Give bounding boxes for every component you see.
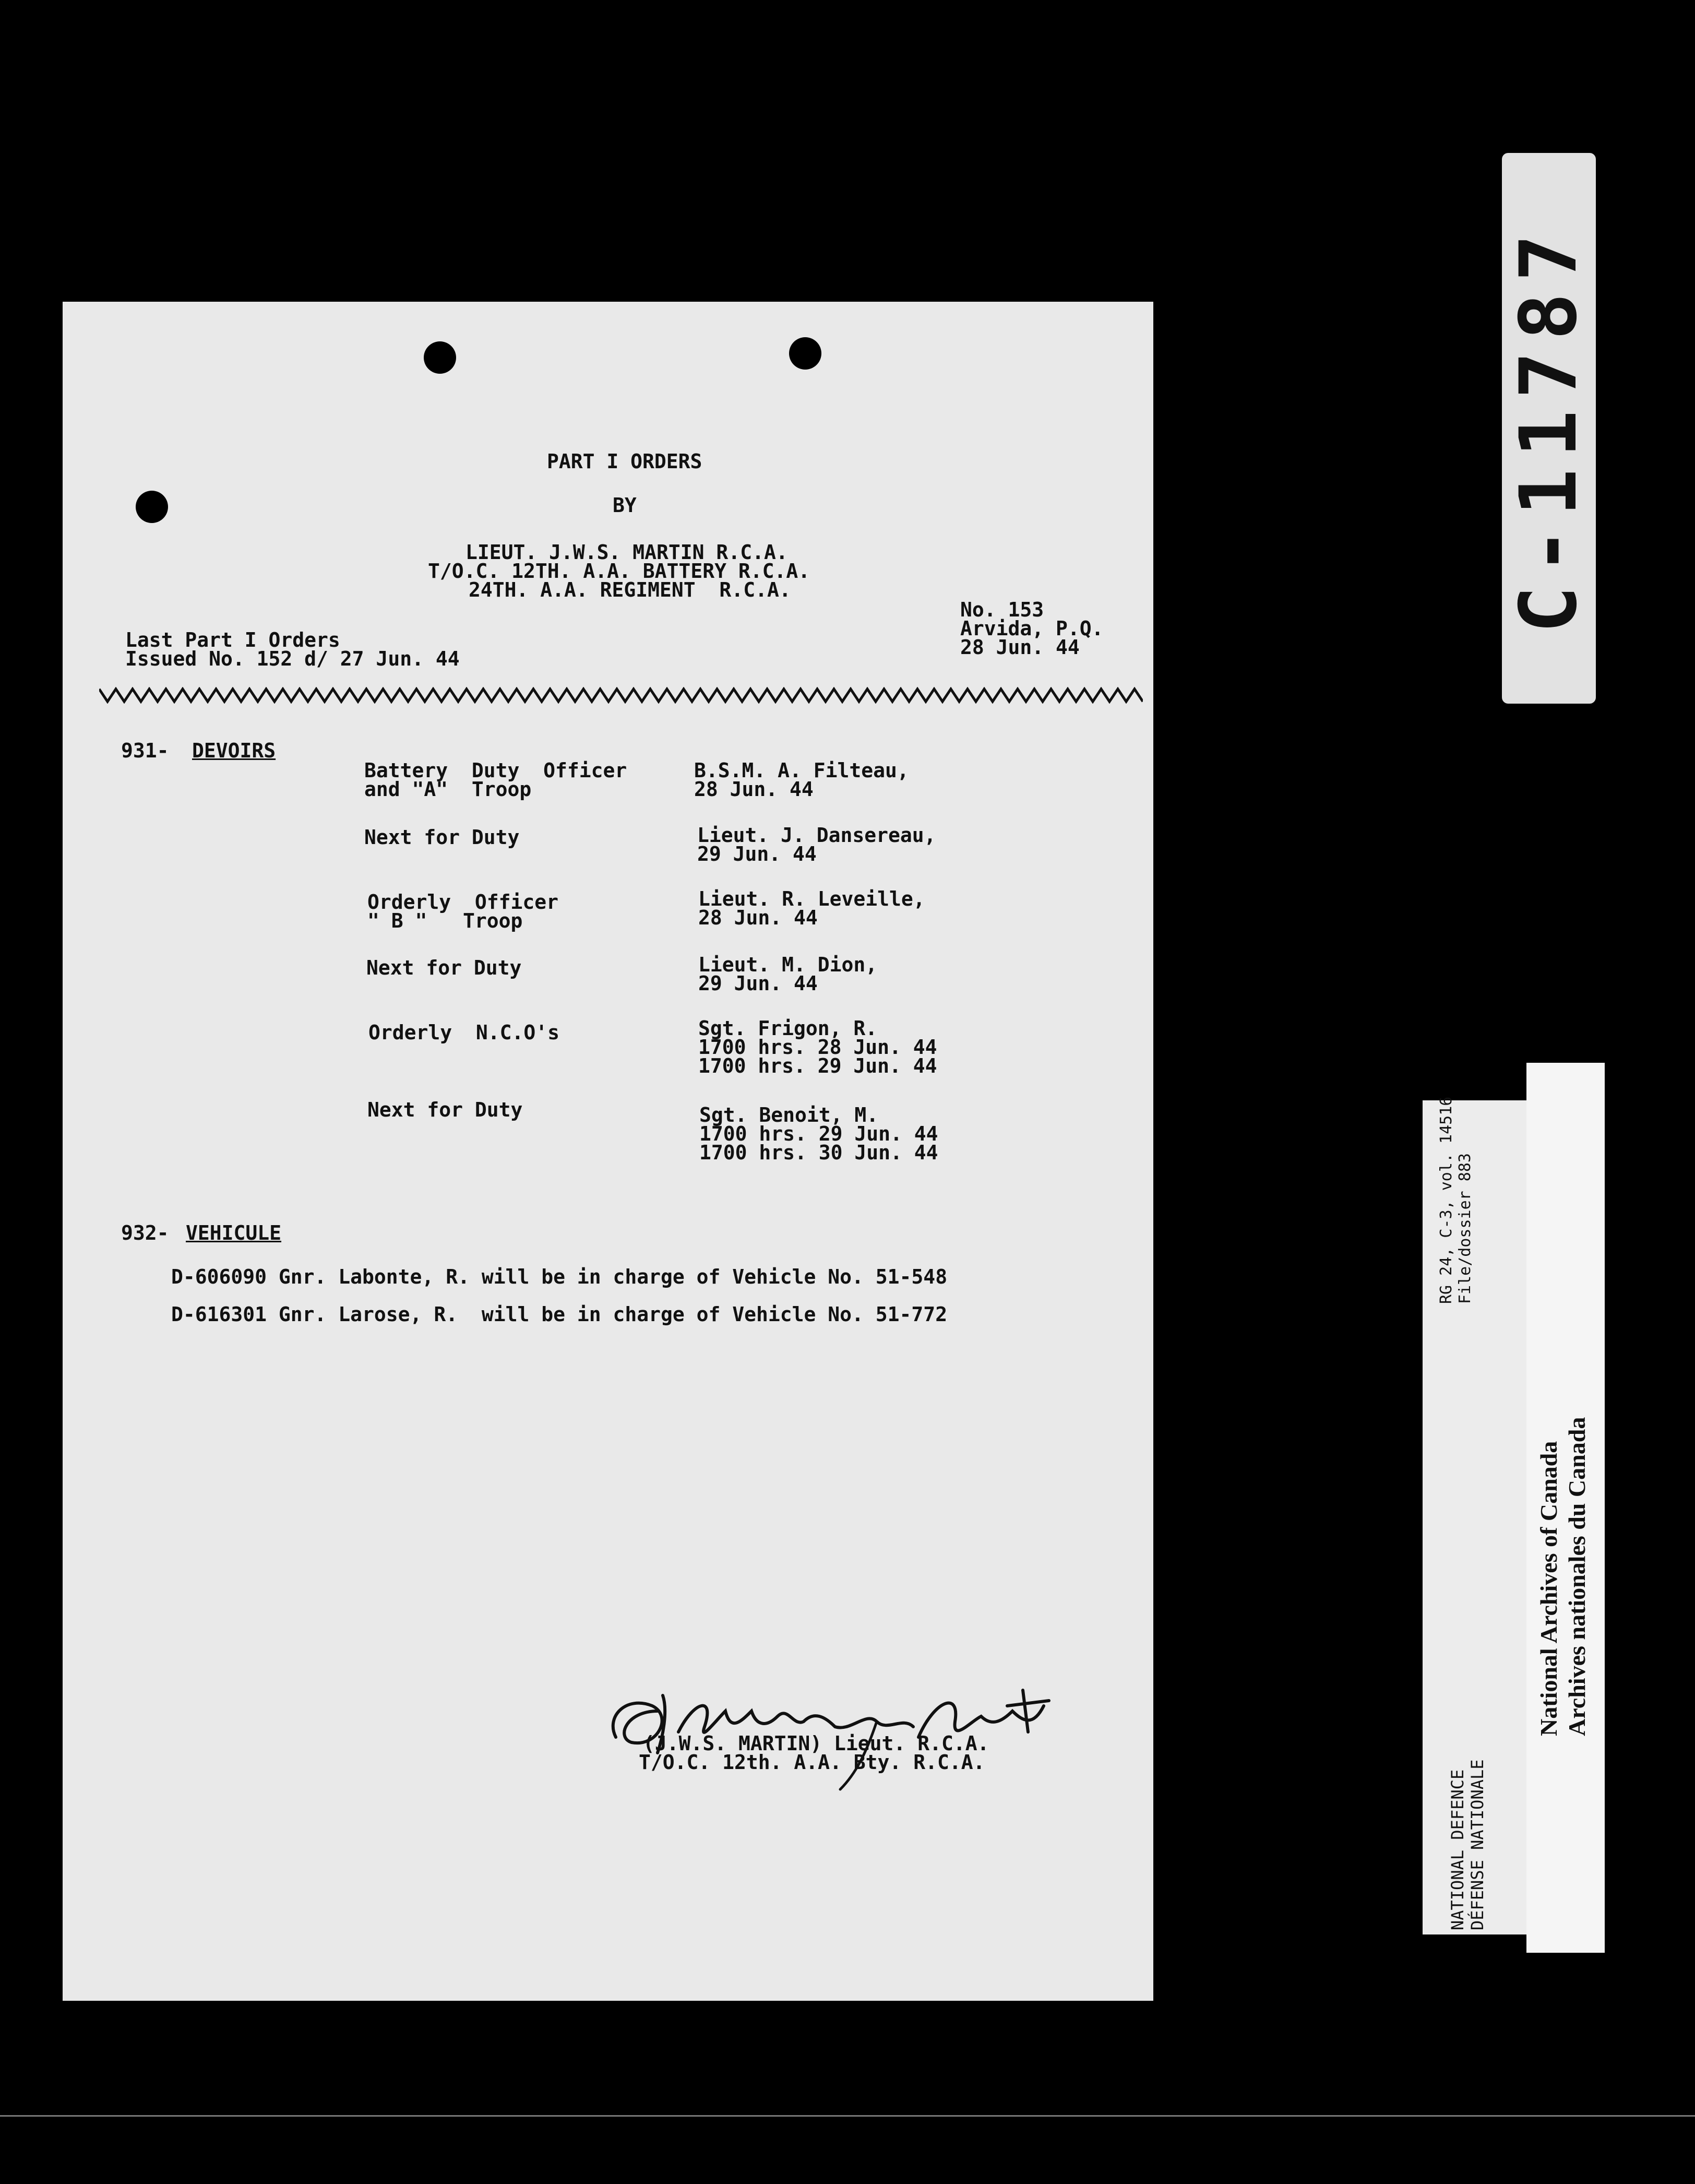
duty-role: Battery Duty Officer xyxy=(364,759,627,782)
duty-assignee: Sgt. Frigon, R. xyxy=(698,1017,878,1040)
duty-assignee: Sgt. Benoit, M. xyxy=(699,1103,879,1126)
signatory-name: (J.W.S. MARTIN) Lieut. R.C.A. xyxy=(643,1732,989,1755)
duty-date: 28 Jun. 44 xyxy=(694,778,814,801)
archives-name-en: National Archives of Canada xyxy=(1535,1441,1562,1736)
department-name: NATIONAL DEFENCE xyxy=(1448,1769,1467,1930)
handwritten-signature xyxy=(595,1659,1065,1795)
microfilm-reel-label xyxy=(1502,153,1596,704)
vehicle-assignment: D-606090 Gnr. Labonte, R. will be in charge of Vehicle No. 51-548 xyxy=(171,1265,948,1288)
order-number: No. 153 xyxy=(960,598,1044,621)
duty-role: Orderly Officer xyxy=(367,891,559,913)
duty-assignee: Lieut. R. Leveille, xyxy=(698,887,925,910)
duty-role: " B " Troop xyxy=(367,909,523,932)
vehicle-assignment: D-616301 Gnr. Larose, R. will be in charge of Vehicle No. 51-772 xyxy=(171,1303,948,1326)
issuer-unit-line: T/O.C. 12TH. A.A. BATTERY R.C.A. xyxy=(428,560,810,583)
duty-time: 1700 hrs. 30 Jun. 44 xyxy=(699,1141,938,1164)
national-archives-label xyxy=(1526,1063,1605,1953)
separator-rule xyxy=(99,687,1143,704)
duty-role: Next for Duty xyxy=(364,826,520,849)
last-orders-issued: Issued No. 152 d/ 27 Jun. 44 xyxy=(125,647,460,670)
punch-hole xyxy=(789,337,821,370)
punch-hole xyxy=(424,341,456,374)
order-date: 28 Jun. 44 xyxy=(960,636,1080,659)
duty-role: Orderly N.C.O's xyxy=(368,1021,560,1044)
document-page xyxy=(63,302,1153,2001)
duty-time: 1700 hrs. 28 Jun. 44 xyxy=(698,1036,937,1059)
archive-reference-label xyxy=(1423,1096,1535,1934)
order-place: Arvida, P.Q. xyxy=(960,617,1104,640)
duty-time: 1700 hrs. 29 Jun. 44 xyxy=(698,1054,937,1077)
issuer-line: LIEUT. J.W.S. MARTIN R.C.A. xyxy=(465,541,788,564)
duty-date: 29 Jun. 44 xyxy=(698,972,818,995)
scan-edge-line xyxy=(0,2115,1695,2117)
signatory-title: T/O.C. 12th. A.A. Bty. R.C.A. xyxy=(639,1751,985,1774)
duty-time: 1700 hrs. 29 Jun. 44 xyxy=(699,1122,938,1145)
archive-ref-line: File/dossier 883 xyxy=(1456,1153,1474,1304)
department-name: DÉFENSE NATIONALE xyxy=(1467,1759,1487,1930)
section-932-number: 932- xyxy=(121,1221,169,1244)
duty-role: and "A" Troop xyxy=(364,778,532,801)
orders-by: BY xyxy=(613,494,637,517)
reel-number: C-11787 xyxy=(1503,222,1594,634)
duty-date: 29 Jun. 44 xyxy=(697,842,817,865)
archive-ref-line: RG 24, C-3, vol. 14516 xyxy=(1437,1096,1455,1304)
section-931-number: 931- xyxy=(121,739,169,762)
duty-assignee: B.S.M. A. Filteau, xyxy=(694,759,909,782)
issuer-regiment-line: 24TH. A.A. REGIMENT R.C.A. xyxy=(469,578,791,601)
duty-role: Next for Duty xyxy=(366,956,522,979)
duty-assignee: Lieut. J. Dansereau, xyxy=(697,824,936,847)
duty-assignee: Lieut. M. Dion, xyxy=(698,953,878,976)
archives-name-fr: Archives nationales du Canada xyxy=(1563,1417,1590,1736)
duty-role: Next for Duty xyxy=(367,1098,523,1121)
punch-hole xyxy=(136,491,168,523)
orders-title: PART I ORDERS xyxy=(547,450,702,473)
section-932-title: VEHICULE xyxy=(186,1221,282,1244)
section-931-title: DEVOIRS xyxy=(192,739,276,762)
duty-date: 28 Jun. 44 xyxy=(698,906,818,929)
last-orders-label: Last Part I Orders xyxy=(125,628,340,651)
